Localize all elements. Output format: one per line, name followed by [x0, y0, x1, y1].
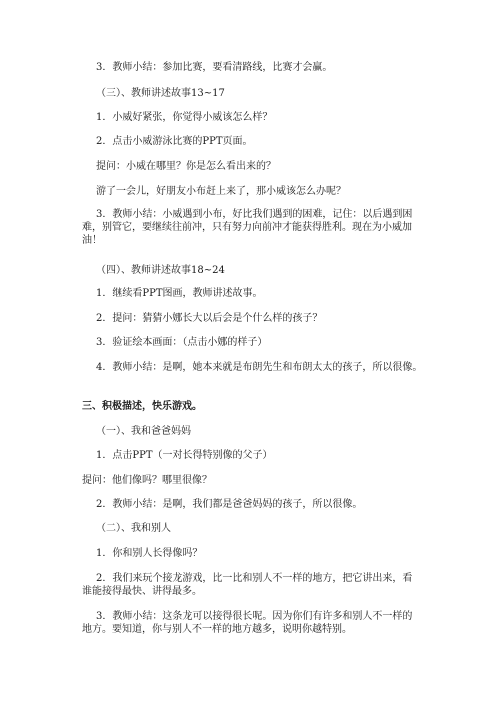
paragraph-question: 2．提问：猜猜小娜长大以后会是个什么样的孩子？ — [96, 313, 323, 324]
part-heading-3: 三、积极描述，快乐游戏。 — [82, 401, 202, 412]
paragraph-summary-5: 3．教师小结：这条龙可以接得很长呢。因为你们有许多和别人不一样的地方。要知道，你与别人不一样的地方越多，说明你越特别。 — [82, 611, 413, 635]
paragraph-summary-3: 4．教师小结：是啊，她本来就是布朗先生和布朗太太的孩子，所以很像。 — [96, 362, 423, 373]
paragraph-item: 1．点击PPT（一对长得特别像的父子） — [96, 450, 273, 461]
paragraph-summary-1: 3．教师小结：参加比赛，要看清路线，比赛才会赢。 — [96, 62, 333, 73]
paragraph-item: 3．验证绘本画面：（点击小娜的样子） — [96, 337, 268, 348]
paragraph-summary-4: 2．教师小结：是啊，我们都是爸爸妈妈的孩子，所以很像。 — [96, 499, 363, 510]
section-heading-4: （四）、教师讲述故事18~24 — [96, 265, 225, 276]
paragraph-summary-2: 3．教师小结：小威遇到小布，好比我们遇到的困难，记住：以后遇到困难，别管它，要继续往前冲，只有努力向前冲才能获得胜利。现在为小威加油！ — [82, 209, 413, 246]
paragraph-question: 提问：小威在哪里？你是怎么看出来的？ — [96, 161, 276, 172]
paragraph-item: 1．小威好紧张，你觉得小威该怎么样？ — [96, 112, 273, 123]
paragraph-game: 2．我们来玩个接龙游戏，比一比和别人不一样的地方，把它讲出来，看谁能接得最快、讲得最多。 — [82, 573, 413, 597]
paragraph-item: 1．继续看PPT图画，教师讲述故事。 — [96, 288, 263, 299]
section-heading-3: （三）、教师讲述故事13~17 — [96, 88, 225, 99]
subsection-heading-2: （二）、我和别人 — [96, 523, 171, 534]
paragraph-story: 游了一会儿，好朋友小布赶上来了，那小威该怎么办呢？ — [96, 186, 346, 197]
subsection-heading-1: （一）、我和爸爸妈妈 — [96, 426, 191, 437]
paragraph-item: 1．你和别人长得像吗？ — [96, 548, 203, 559]
paragraph-item: 2．点击小威游泳比赛的PPT页面。 — [96, 136, 253, 147]
paragraph-question: 提问：他们像吗？哪里很像？ — [82, 475, 212, 486]
